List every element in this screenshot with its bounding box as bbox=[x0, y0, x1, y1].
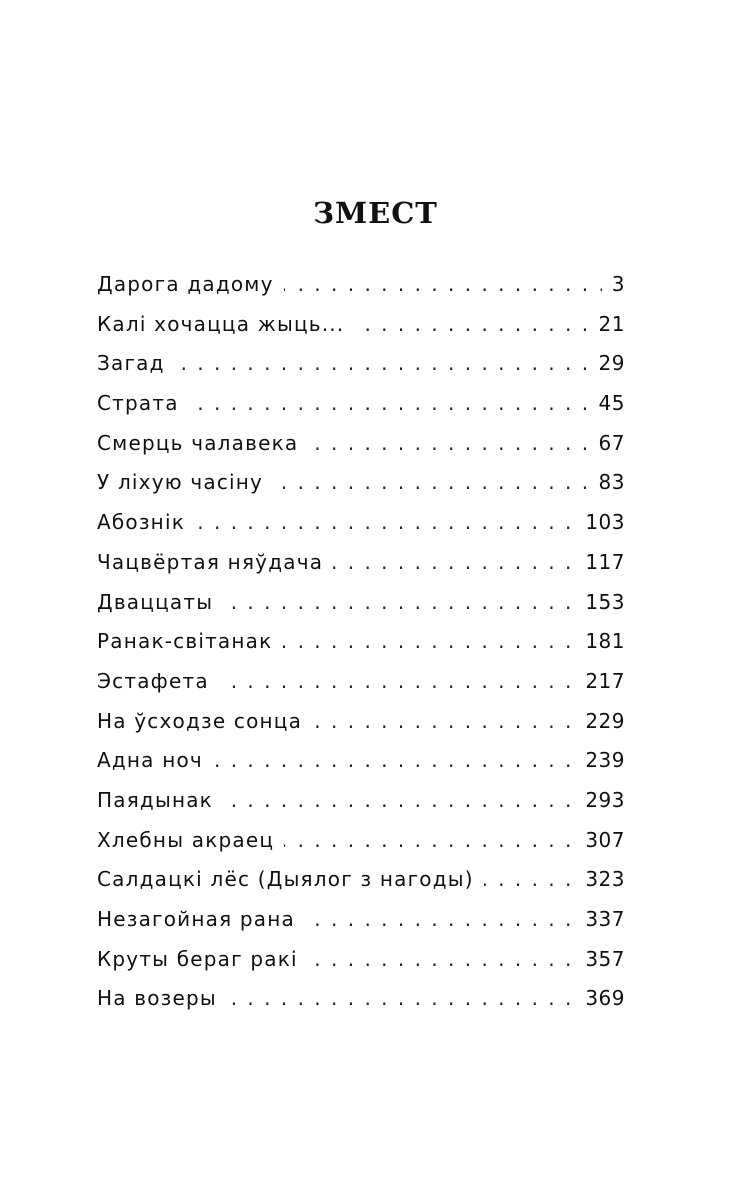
toc-entry bbox=[97, 503, 625, 543]
toc-entry-page: 103 bbox=[575, 503, 625, 543]
toc-entry-title: Дарога дадому bbox=[97, 265, 284, 305]
toc-entry-title: У ліхую часіну bbox=[97, 463, 273, 503]
toc-entry-title: Круты бераг ракі bbox=[97, 940, 308, 980]
toc-entry-page: 29 bbox=[589, 344, 625, 384]
toc-entry-title: Дваццаты bbox=[97, 583, 223, 623]
toc-entry-page: 153 bbox=[575, 583, 625, 623]
toc-entry-page: 229 bbox=[575, 702, 625, 742]
toc-entry-page: 45 bbox=[589, 384, 625, 424]
toc-entry-page: 67 bbox=[589, 424, 625, 464]
toc-entry-title: Салдацкі лёс (Дыялог з нагоды) bbox=[97, 860, 484, 900]
page-title: ЗМЕСТ bbox=[313, 196, 438, 230]
toc-entry bbox=[97, 702, 625, 742]
toc-entry-title: Паядынак bbox=[97, 781, 223, 821]
toc-entry-page: 369 bbox=[575, 979, 625, 1019]
toc-entry-page: 181 bbox=[575, 622, 625, 662]
toc-entry bbox=[97, 344, 625, 384]
toc-entry-title: Адна ноч bbox=[97, 741, 213, 781]
toc-entry-page: 117 bbox=[575, 543, 625, 583]
toc-entry bbox=[97, 265, 625, 305]
toc-entry-title: Хлебны акраец bbox=[97, 821, 284, 861]
toc-entry bbox=[97, 424, 625, 464]
toc-entry bbox=[97, 860, 625, 900]
toc-entry-title: На возеры bbox=[97, 979, 227, 1019]
toc-entry-title: Страта bbox=[97, 384, 189, 424]
toc-entry-page: 307 bbox=[575, 821, 625, 861]
toc-entry bbox=[97, 781, 625, 821]
toc-entry-page: 21 bbox=[589, 305, 625, 345]
toc-entry bbox=[97, 622, 625, 662]
toc-entry-title: Ранак-світанак bbox=[97, 622, 282, 662]
toc-entry bbox=[97, 583, 625, 623]
toc-entry bbox=[97, 979, 625, 1019]
toc-entry-page: 83 bbox=[589, 463, 625, 503]
toc-entry-title: На ўсходзе сонца bbox=[97, 702, 312, 742]
toc-entry bbox=[97, 384, 625, 424]
table-of-contents bbox=[97, 265, 625, 1019]
toc-entry-title: Эстафета bbox=[97, 662, 219, 702]
toc-entry bbox=[97, 305, 625, 345]
toc-entry-page: 337 bbox=[575, 900, 625, 940]
toc-entry bbox=[97, 900, 625, 940]
toc-entry-page: 3 bbox=[602, 265, 625, 305]
toc-entry-page: 323 bbox=[575, 860, 625, 900]
toc-entry-title: Загад bbox=[97, 344, 175, 384]
toc-entry-page: 357 bbox=[575, 940, 625, 980]
toc-entry bbox=[97, 543, 625, 583]
toc-entry-title: Абознік bbox=[97, 503, 195, 543]
toc-entry bbox=[97, 741, 625, 781]
toc-entry bbox=[97, 940, 625, 980]
toc-entry-title: Незагойная рана bbox=[97, 900, 305, 940]
toc-entry-page: 239 bbox=[575, 741, 625, 781]
toc-entry-title: Чацвёртая няўдача bbox=[97, 543, 333, 583]
toc-entry-title: Калі хочацца жыць... bbox=[97, 305, 354, 345]
toc-entry-page: 217 bbox=[575, 662, 625, 702]
toc-entry bbox=[97, 821, 625, 861]
toc-entry-title: Смерць чалавека bbox=[97, 424, 308, 464]
toc-entry bbox=[97, 463, 625, 503]
toc-entry-page: 293 bbox=[575, 781, 625, 821]
toc-entry bbox=[97, 662, 625, 702]
